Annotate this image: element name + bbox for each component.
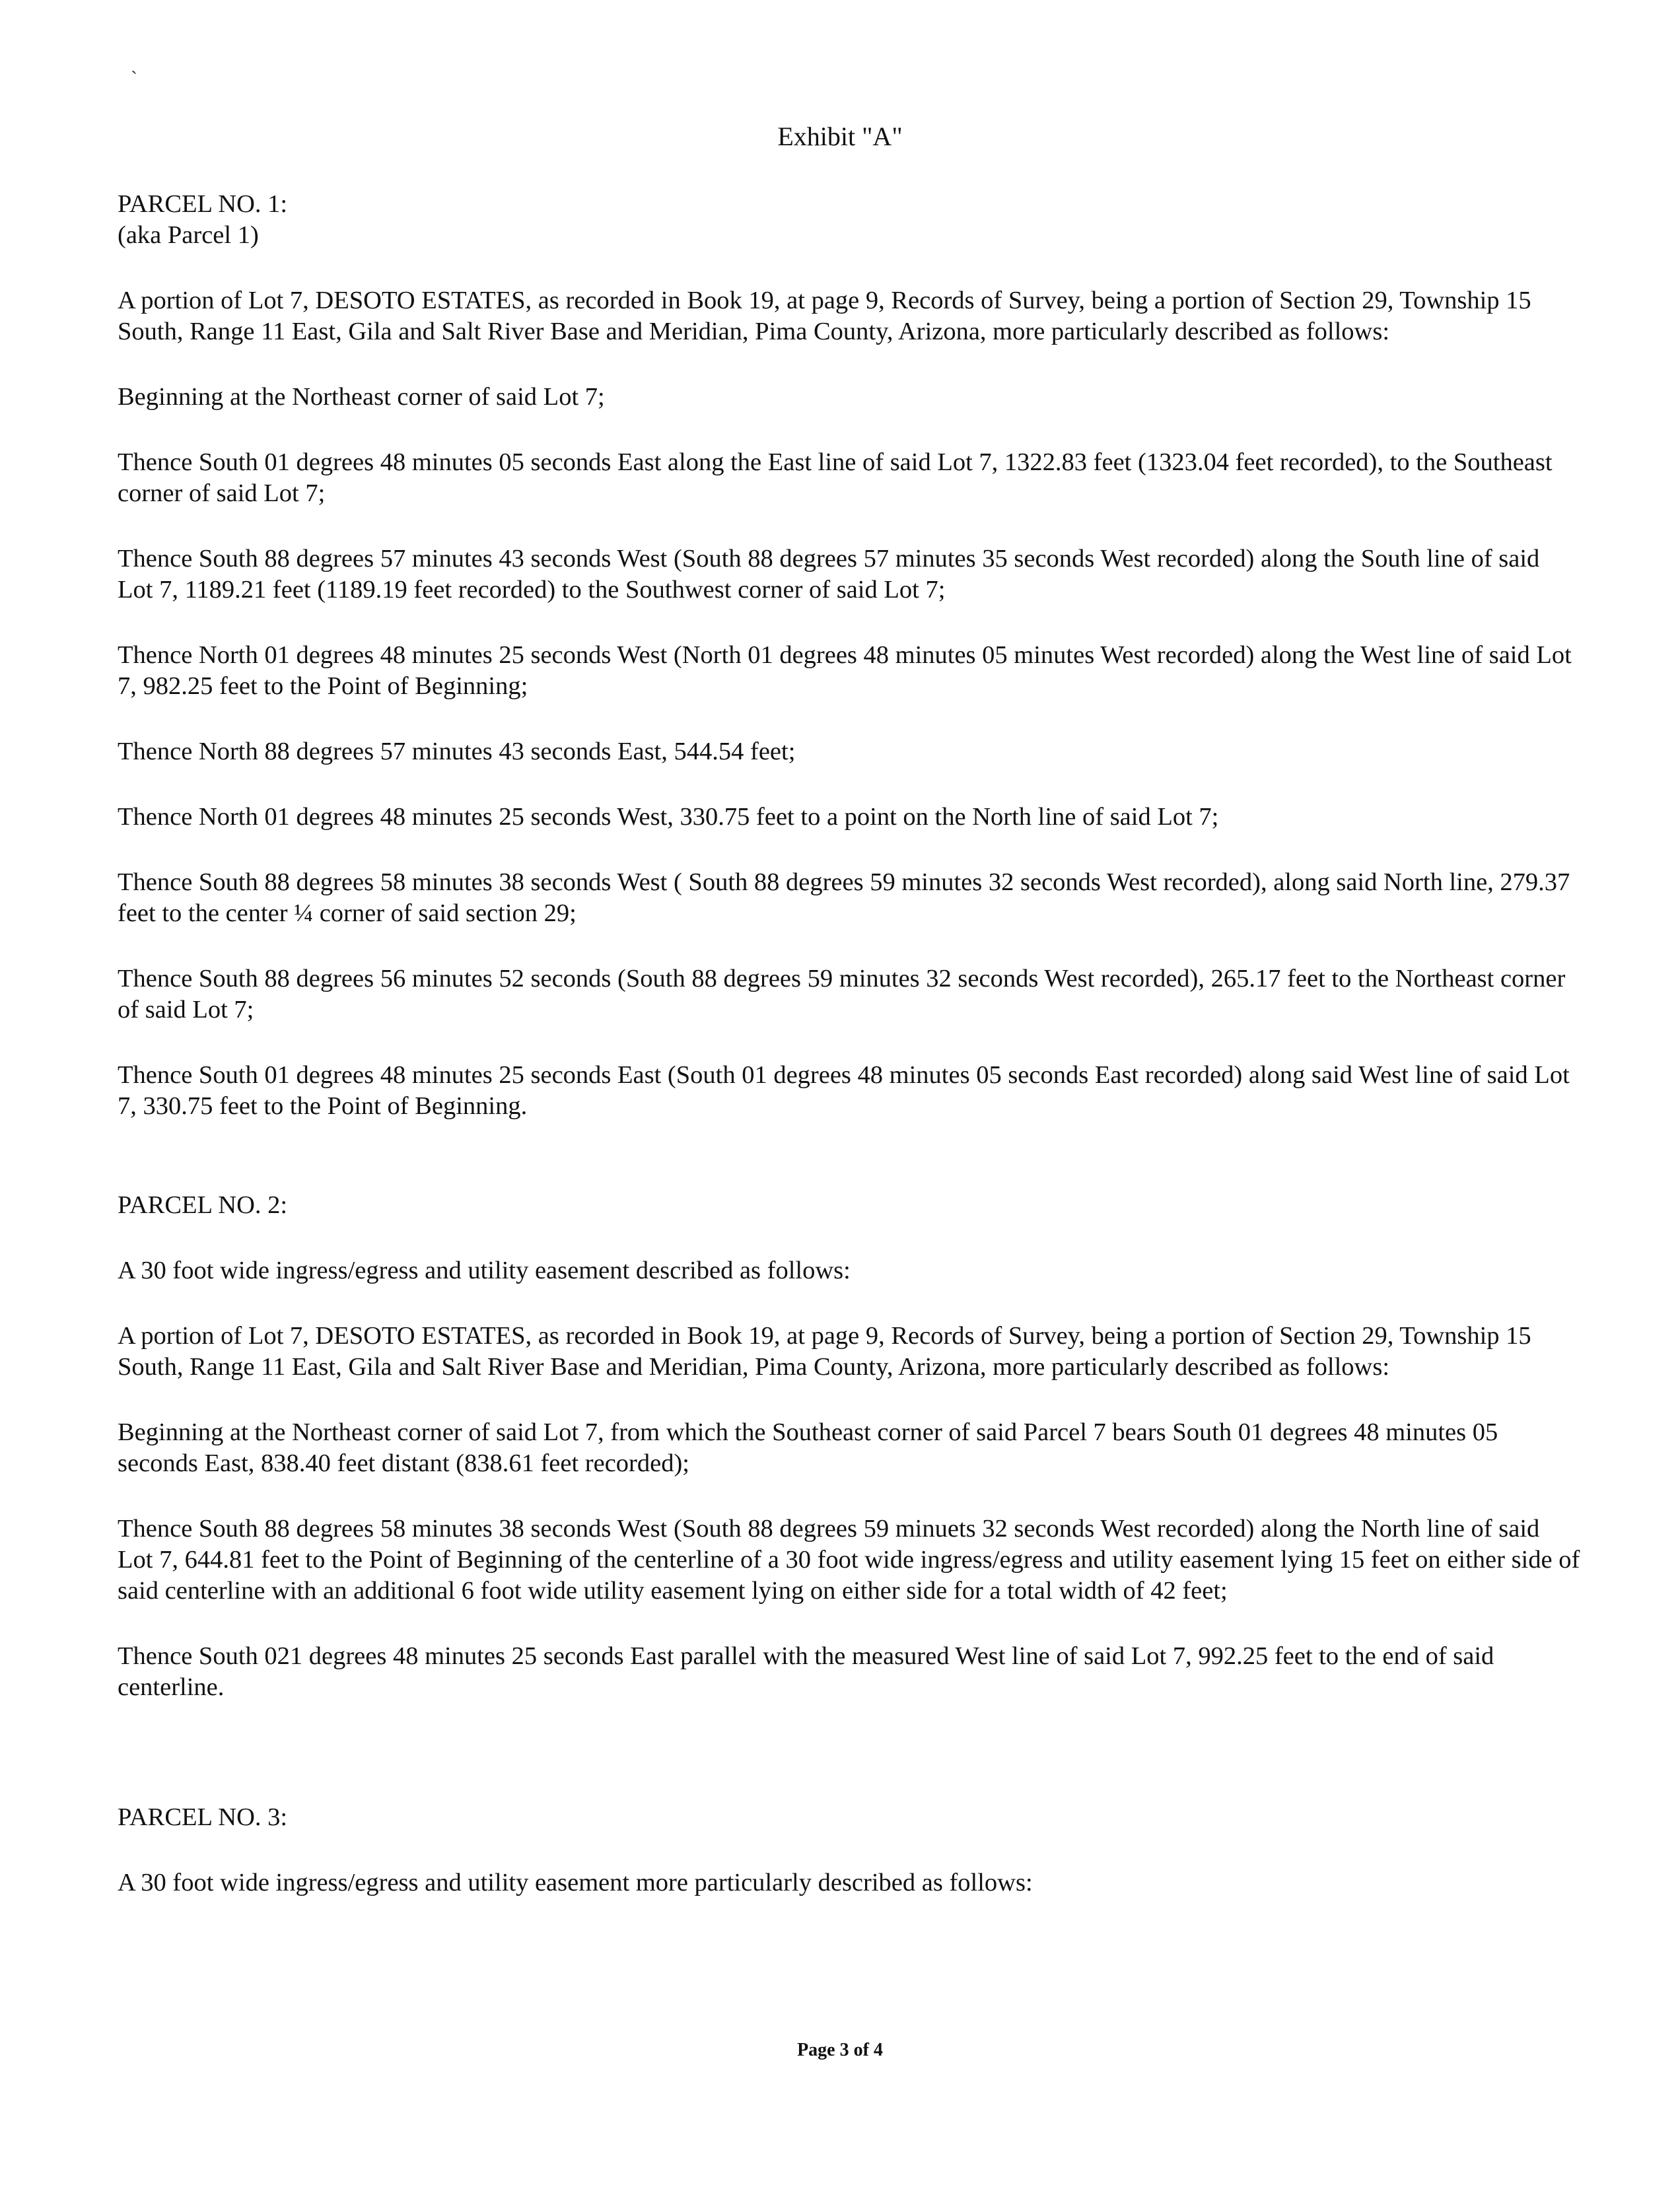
parcel-1-paragraph-course-2: Thence South 88 degrees 57 minutes 43 seconds West (South 88 degrees 57 minutes 35 seconds West recorded) along the South line of said Lot 7, 1189.21 feet (1189.19 feet recorded) to the Southwest corner of said Lot 7;	[118, 545, 1540, 604]
parcel-2-paragraph-course-1: Thence South 88 degrees 58 minutes 38 seconds West (South 88 degrees 59 minuets 32 seconds West recorded) along the North line of said Lot 7, 644.81 feet to the Point of Beginning of the centerline of a 30 foot wide ingress/egress and utility easement lying 15 feet on either side of said centerline with an additional 6 foot wide utility easement lying on either side for a total width of 42 feet;	[118, 1515, 1580, 1605]
parcel-2-paragraph-intro: A portion of Lot 7, DESOTO ESTATES, as recorded in Book 19, at page 9, Records of Survey, being a portion of Section 29, Township 15 South, Range 11 East, Gila and Salt River Base and Meridian, Pima County, Arizona, more particularly described as follows:	[118, 1322, 1531, 1381]
parcel-1-paragraph-beginning: Beginning at the Northeast corner of said Lot 7;	[118, 383, 605, 411]
scan-speck-mark: `	[131, 67, 137, 89]
parcel-1-heading: PARCEL NO. 1:	[118, 190, 288, 218]
document-body	[118, 189, 1580, 1898]
parcel-2-paragraph-easement: A 30 foot wide ingress/egress and utility easement described as follows:	[118, 1257, 851, 1284]
parcel-2-paragraph-beginning: Beginning at the Northeast corner of said Lot 7, from which the Southeast corner of said Parcel 7 bears South 01 degrees 48 minutes 05 seconds East, 838.40 feet distant (838.61 feet recorded);	[118, 1418, 1498, 1477]
parcel-2-heading: PARCEL NO. 2:	[118, 1191, 288, 1219]
parcel-1-aka: (aka Parcel 1)	[118, 221, 259, 249]
parcel-1-paragraph-course-6: Thence South 88 degrees 58 minutes 38 seconds West ( South 88 degrees 59 minutes 32 seconds West recorded), along said North line, 279.37 feet to the center ¼ corner of said section 29;	[118, 868, 1570, 927]
page-number: Page 3 of 4	[797, 2040, 883, 2060]
parcel-3-paragraph-easement: A 30 foot wide ingress/egress and utility easement more particularly described as follows:	[118, 1869, 1033, 1896]
parcel-1-paragraph-course-7: Thence South 88 degrees 56 minutes 52 seconds (South 88 degrees 59 minutes 32 seconds West recorded), 265.17 feet to the Northeast corner of said Lot 7;	[118, 965, 1566, 1024]
parcel-2-paragraph-course-2: Thence South 021 degrees 48 minutes 25 seconds East parallel with the measured West line of said Lot 7, 992.25 feet to the end of said centerline.	[118, 1642, 1494, 1701]
exhibit-title: Exhibit "A"	[777, 122, 903, 151]
parcel-1-paragraph-course-8: Thence South 01 degrees 48 minutes 25 seconds East (South 01 degrees 48 minutes 05 seconds East recorded) along said West line of said Lot 7, 330.75 feet to the Point of Beginning.	[118, 1061, 1570, 1120]
parcel-1-paragraph-course-1: Thence South 01 degrees 48 minutes 05 seconds East along the East line of said Lot 7, 1322.83 feet (1323.04 feet recorded), to the Southeast corner of said Lot 7;	[118, 448, 1553, 507]
parcel-1-paragraph-course-4: Thence North 88 degrees 57 minutes 43 seconds East, 544.54 feet;	[118, 738, 796, 765]
parcel-3-heading: PARCEL NO. 3:	[118, 1803, 288, 1831]
parcel-1-paragraph-intro: A portion of Lot 7, DESOTO ESTATES, as recorded in Book 19, at page 9, Records of Survey, being a portion of Section 29, Township 15 South, Range 11 East, Gila and Salt River Base and Meridian, Pima County, Arizona, more particularly described as follows:	[118, 287, 1531, 345]
parcel-1-paragraph-course-5: Thence North 01 degrees 48 minutes 25 seconds West, 330.75 feet to a point on the North line of said Lot 7;	[118, 803, 1219, 831]
parcel-1-paragraph-course-3: Thence North 01 degrees 48 minutes 25 seconds West (North 01 degrees 48 minutes 05 minutes West recorded) along the West line of said Lot 7, 982.25 feet to the Point of Beginning;	[118, 641, 1572, 700]
